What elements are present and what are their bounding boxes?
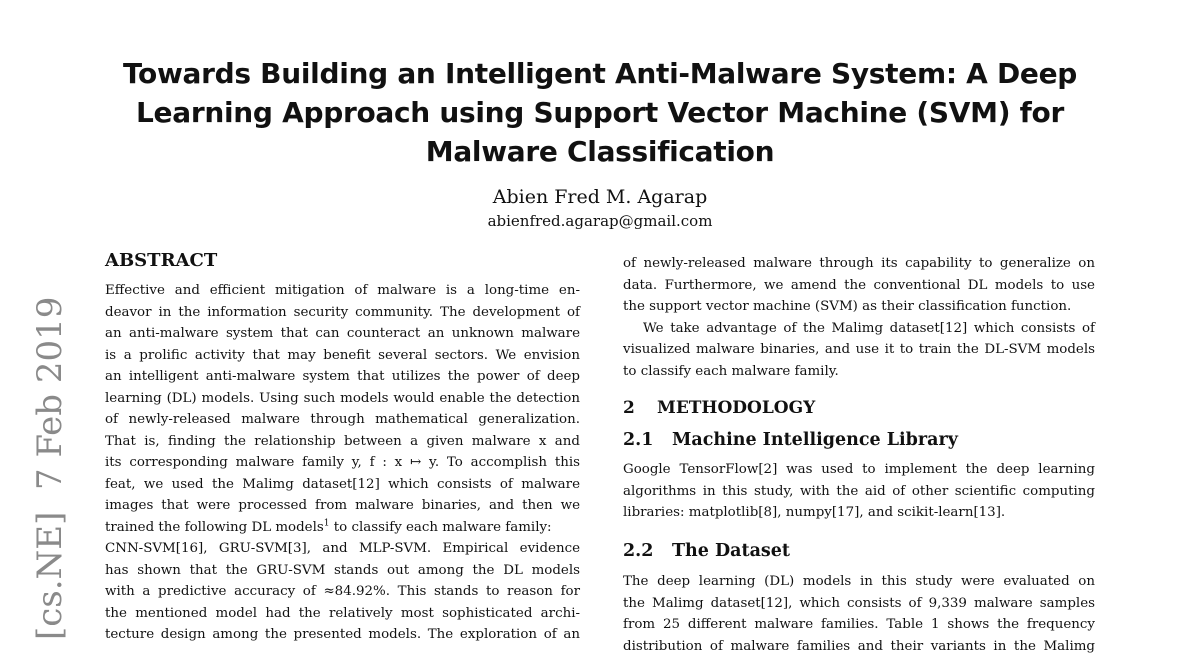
dataset-paragraph <box>623 571 1095 657</box>
title-line-1: Towards Building an Intelligent Anti-Malware System: A Deep <box>80 54 1120 93</box>
intro-line: data. Furthermore, we amend the conventional DL models to use <box>623 275 1095 297</box>
author-name: Abien Fred M. Agarap <box>0 186 1200 208</box>
arxiv-stamp: [cs.NE] 7 Feb 2019 <box>30 297 70 640</box>
abstract-line-tail: to classify each malware family: <box>329 520 551 535</box>
subsection-title: The Dataset <box>672 541 790 561</box>
dataset-line: distribution of malware families and their variants in the Malimg <box>623 636 1095 657</box>
author-email: abienfred.agarap@gmail.com <box>0 212 1200 230</box>
dataset-line: The deep learning (DL) models in this study were evaluated on <box>623 571 1095 593</box>
abstract-line: has shown that the GRU-SVM stands out among the DL models <box>105 560 580 582</box>
subsection-heading-dataset <box>623 541 790 561</box>
abstract-line: feat, we used the Malimg dataset[12] which consists of malware <box>105 474 580 496</box>
subsection-number: 2.1 <box>623 430 672 450</box>
abstract-line: with a predictive accuracy of ≈84.92%. This stands to reason for <box>105 581 580 603</box>
library-line: libraries: matplotlib[8], numpy[17], and scikit-learn[13]. <box>623 502 1095 524</box>
intro-line: We take advantage of the Malimg dataset[12] which consists of <box>623 318 1095 340</box>
abstract-line: images that were processed from malware binaries, and then we <box>105 495 580 517</box>
footnote-mark[interactable]: 1 <box>324 518 330 528</box>
abstract-body <box>105 280 580 646</box>
abstract-line: CNN-SVM[16], GRU-SVM[3], and MLP-SVM. Empirical evidence <box>105 538 580 560</box>
section-heading-methodology <box>623 398 815 418</box>
title-line-3: Malware Classification <box>80 132 1120 171</box>
library-line: Google TensorFlow[2] was used to implement the deep learning <box>623 459 1095 481</box>
abstract-line: an anti-malware system that can counteract an unknown malware <box>105 323 580 345</box>
intro-line: of newly-released malware through its capability to generalize on <box>623 253 1095 275</box>
dataset-line: the Malimg dataset[12], which consists of 9,339 malware samples <box>623 593 1095 615</box>
subsection-heading-library <box>623 430 958 450</box>
abstract-line: That is, finding the relationship between a given malware x and <box>105 431 580 453</box>
abstract-line: is a prolific activity that may benefit several sectors. We envision <box>105 345 580 367</box>
library-paragraph <box>623 459 1095 524</box>
abstract-line: Effective and efficient mitigation of malware is a long-time en- <box>105 280 580 302</box>
abstract-line: an intelligent anti-malware system that utilizes the power of deep <box>105 366 580 388</box>
intro-line: visualized malware binaries, and use it to train the DL-SVM models <box>623 339 1095 361</box>
subsection-title: Machine Intelligence Library <box>672 430 958 450</box>
section-title: METHODOLOGY <box>657 398 815 418</box>
paper-title <box>80 54 1120 171</box>
intro-line: to classify each malware family. <box>623 361 1095 383</box>
abstract-heading: ABSTRACT <box>105 250 217 271</box>
abstract-line: deavor in the information security community. The development of <box>105 302 580 324</box>
abstract-line: its corresponding malware family y, f : x ↦ y. To accomplish this <box>105 452 580 474</box>
abstract-line-head: trained the following DL models <box>105 520 324 535</box>
abstract-line: of newly-released malware through mathematical generalization. <box>105 409 580 431</box>
subsection-number: 2.2 <box>623 541 672 561</box>
abstract-line-with-footnote <box>105 517 580 539</box>
title-line-2: Learning Approach using Support Vector Machine (SVM) for <box>80 93 1120 132</box>
abstract-line: tecture design among the presented models. The exploration of an <box>105 624 580 646</box>
library-line: algorithms in this study, with the aid of other scientific computing <box>623 481 1095 503</box>
intro-line: the support vector machine (SVM) as their classification function. <box>623 296 1095 318</box>
abstract-line: the mentioned model had the relatively most sophisticated archi- <box>105 603 580 625</box>
dataset-line: from 25 different malware families. Table 1 shows the frequency <box>623 614 1095 636</box>
abstract-line: learning (DL) models. Using such models would enable the detection <box>105 388 580 410</box>
section-number: 2 <box>623 398 657 418</box>
intro-continuation <box>623 253 1095 382</box>
